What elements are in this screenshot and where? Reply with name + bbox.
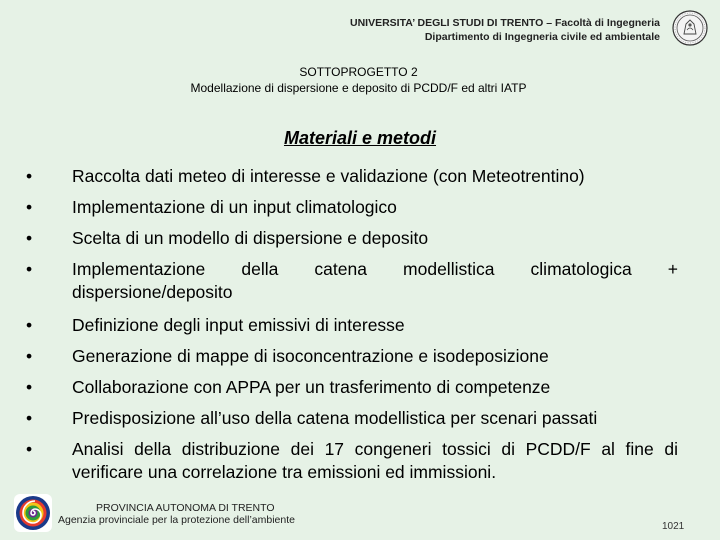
list-item-text: Implementazione della catena modellistica climatologica + dispersione/deposito — [72, 259, 678, 302]
list-item-text: Raccolta dati meteo di interesse e validazione (con Meteotrentino) — [72, 166, 585, 186]
bullet-icon: • — [26, 439, 33, 459]
bullet-icon: • — [26, 346, 33, 366]
list-item — [18, 314, 678, 337]
footer-agency-name: PROVINCIA AUTONOMA DI TRENTO — [96, 502, 275, 514]
list-item — [18, 376, 678, 399]
bullet-icon: • — [26, 228, 33, 248]
bullet-icon: • — [26, 315, 33, 335]
list-item-text: Scelta di un modello di dispersione e deposito — [72, 228, 429, 248]
subproject-label: SOTTOPROGETTO 2 — [299, 65, 418, 79]
bullet-icon: • — [26, 166, 33, 186]
list-item — [18, 165, 678, 188]
page-number: 1021 — [662, 521, 685, 532]
list-item-text: Collaborazione con APPA per un trasferimento di competenze — [72, 377, 551, 397]
list-item — [18, 438, 678, 484]
list-item — [18, 407, 678, 430]
bullet-icon: • — [26, 259, 33, 279]
bullet-icon: • — [26, 408, 33, 428]
department-name: Dipartimento di Ingegneria civile ed ambientale — [424, 31, 660, 43]
bullet-icon: • — [26, 377, 33, 397]
bullet-icon: • — [26, 197, 33, 217]
list-item — [18, 227, 678, 250]
list-item-text: Analisi della distribuzione dei 17 congeneri tossici di PCDD/F al fine di verificare una correlazione tra emissioni ed immissioni. — [72, 439, 678, 482]
section-title-text: Materiali e metodi — [283, 128, 437, 148]
header — [250, 16, 660, 44]
list-item-text: Definizione degli input emissivi di interesse — [72, 315, 405, 335]
university-name: UNIVERSITA’ DEGLI STUDI DI TRENTO – Facoltà di Ingegneria — [350, 17, 660, 29]
list-item — [18, 258, 678, 304]
footer-agency-description: Agenzia provinciale per la protezione dell’ambiente — [58, 514, 295, 526]
list-item-text: Implementazione di un input climatologico — [72, 197, 397, 217]
appa-spiral-logo-icon — [14, 494, 52, 532]
list-item-text: Generazione di mappe di isoconcentrazione e isodeposizione — [72, 346, 549, 366]
university-seal-icon — [672, 10, 708, 46]
list-item — [18, 196, 678, 219]
list-item-text: Predisposizione all’uso della catena modellistica per scenari passati — [72, 408, 598, 428]
subproject-description: Modellazione di dispersione e deposito di PCDD/F ed altri IATP — [190, 81, 527, 95]
footer-agency — [58, 502, 295, 526]
list-item — [18, 345, 678, 368]
section-title — [0, 128, 720, 149]
subproject-heading — [0, 64, 717, 96]
